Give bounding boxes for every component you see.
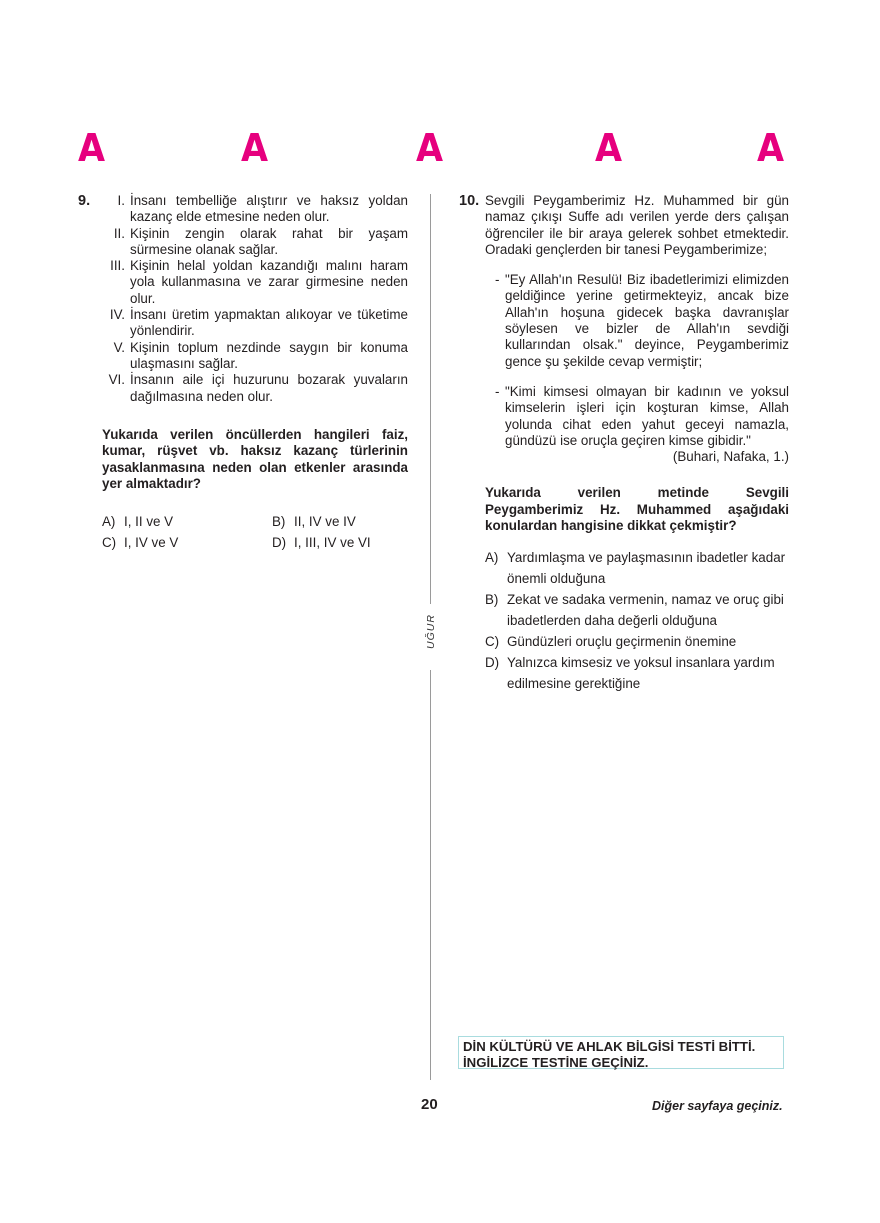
booklet-letter: A bbox=[416, 126, 444, 170]
hadith-quote bbox=[495, 272, 789, 370]
option-letter: A) bbox=[102, 513, 116, 529]
column-divider bbox=[430, 670, 431, 1080]
option-d[interactable] bbox=[485, 652, 789, 694]
booklet-letter: A bbox=[595, 126, 623, 170]
option-b[interactable] bbox=[272, 514, 422, 531]
premise-item bbox=[102, 193, 408, 226]
option-letter: D) bbox=[485, 654, 500, 670]
premise-text: Kişinin zengin olarak rahat bir yaşam sürmesine olanak sağlar. bbox=[130, 225, 408, 257]
option-text: Gündüzleri oruçlu geçirmenin önemine bbox=[507, 633, 737, 649]
notice-line-1: DİN KÜLTÜRÜ VE AHLAK BİLGİSİ TESTİ BİTTİ. bbox=[463, 1039, 756, 1054]
hadith-source: (Buhari, Nafaka, 1.) bbox=[672, 449, 789, 465]
answer-options bbox=[102, 514, 408, 552]
premise-numeral: I. bbox=[117, 193, 125, 208]
option-text: I, III, IV ve VI bbox=[294, 535, 371, 551]
premise-numeral: IV. bbox=[109, 307, 125, 323]
premise-text: İnsanın aile içi huzurunu bozarak yuvaların dağılmasına neden olur. bbox=[130, 372, 408, 404]
option-text: II, IV ve IV bbox=[294, 513, 356, 529]
quote-dash: - bbox=[495, 383, 500, 399]
option-letter: A) bbox=[485, 549, 499, 565]
option-letter: C) bbox=[485, 633, 500, 649]
column-divider bbox=[430, 194, 431, 604]
booklet-letter: A bbox=[78, 126, 106, 170]
publisher-brand: UĞUR bbox=[425, 614, 437, 650]
quote-dash: - bbox=[495, 272, 500, 288]
quote-text: "Ey Allah'ın Resulü! Biz ibadetlerimizi elimizden geldiğince yerine getirmekteyiz, ancak bize Allah'ın hoşuna gidecek başka davranışlar söylesen ve bizler de Allah'ın sevdiği kullarından olsak." deyince, Peygamberimiz gence şu şekilde cevap vermiştir; bbox=[505, 272, 789, 369]
option-text: Yardımlaşma ve paylaşmasının ibadetler kadar önemli olduğuna bbox=[507, 549, 786, 586]
premise-list bbox=[102, 193, 408, 405]
option-a[interactable] bbox=[485, 547, 789, 589]
option-text: Zekat ve sadaka vermenin, namaz ve oruç gibi ibadetlerden daha değerli olduğuna bbox=[507, 591, 784, 628]
notice-line-2: İNGİLİZCE TESTİNE GEÇİNİZ. bbox=[463, 1054, 649, 1070]
option-c[interactable] bbox=[485, 631, 789, 652]
option-text: I, IV ve V bbox=[124, 535, 179, 551]
option-letter: B) bbox=[485, 591, 499, 607]
premise-item bbox=[102, 372, 408, 405]
question-9 bbox=[78, 193, 408, 552]
option-a[interactable] bbox=[102, 514, 272, 531]
premise-text: Kişinin toplum nezdinde saygın bir konuma ulaşmasını sağlar. bbox=[130, 339, 408, 371]
premise-numeral: V. bbox=[113, 339, 125, 355]
question-number: 10. bbox=[459, 193, 480, 209]
booklet-letter: A bbox=[241, 126, 269, 170]
option-letter: B) bbox=[272, 513, 286, 529]
premise-text: İnsanı tembelliğe alıştırır ve haksız yoldan kazanç elde etmesine neden olur. bbox=[130, 193, 408, 225]
premise-item bbox=[102, 226, 408, 259]
option-letter: D) bbox=[272, 535, 287, 551]
question-stem: Yukarıda verilen öncüllerden hangileri faiz, kumar, rüşvet vb. haksız kazanç türlerinin yasaklanmasına neden olan etkenler arasında yer almaktadır? bbox=[102, 426, 408, 492]
option-text: Yalnızca kimsesiz ve yoksul insanlara yardım edilmesine gerektiğine bbox=[507, 654, 775, 691]
premise-item bbox=[102, 307, 408, 340]
option-text: I, II ve V bbox=[124, 513, 174, 529]
page-number: 20 bbox=[421, 1096, 438, 1113]
hadith-quote bbox=[495, 384, 789, 449]
option-letter: C) bbox=[102, 535, 117, 551]
question-intro: Sevgili Peygamberimiz Hz. Muhammed bir gün namaz çıkışı Suffe adı verilen yerde ders çalışan öğrenciler ile bir araya gelerek sohbet etmektedir. Oradaki gençlerden bir tanesi Peygamberimize; bbox=[485, 193, 789, 257]
option-b[interactable] bbox=[485, 589, 789, 631]
quote-text: "Kimi kimsesi olmayan bir kadının ve yoksul kimselerin işleri için koşturan kimse, Allah yolunda cihat eden yahut geceyi namazla, gündüzü ise oruçla geçiren kimse gibidir." bbox=[505, 383, 789, 448]
option-d[interactable] bbox=[272, 535, 422, 552]
answer-options bbox=[485, 547, 789, 694]
premise-item bbox=[102, 340, 408, 373]
end-of-test-notice bbox=[458, 1036, 784, 1069]
question-stem: Yukarıda verilen metinde Sevgili Peygamberimiz Hz. Muhammed aşağıdaki konulardan hangisine dikkat çekmiştir? bbox=[485, 485, 789, 534]
premise-text: Kişinin helal yoldan kazandığı malını haram yola kullanmasına ve zarar girmesine neden olur. bbox=[130, 258, 408, 306]
premise-numeral: III. bbox=[110, 258, 125, 274]
premise-text: İnsanı üretim yapmaktan alıkoyar ve tüketime yönlendirir. bbox=[130, 307, 408, 339]
question-10 bbox=[459, 193, 789, 694]
premise-item bbox=[102, 258, 408, 307]
question-number: 9. bbox=[78, 193, 91, 209]
booklet-letter: A bbox=[757, 126, 785, 170]
premise-numeral: II. bbox=[113, 225, 125, 241]
option-c[interactable] bbox=[102, 535, 272, 552]
next-page-instruction: Diğer sayfaya geçiniz. bbox=[652, 1099, 783, 1113]
premise-numeral: VI. bbox=[108, 372, 125, 388]
